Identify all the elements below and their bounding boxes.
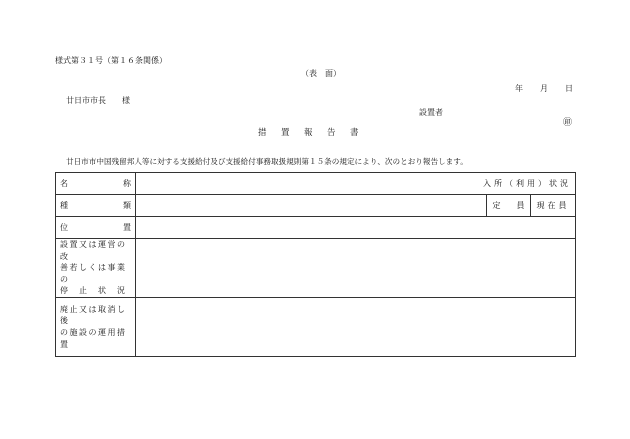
report-table — [55, 172, 576, 357]
form-number: 様式第３１号（第１６条関係） — [55, 56, 167, 65]
capacity-label: 定 員 — [486, 195, 530, 217]
row-type — [56, 195, 576, 217]
change-value — [136, 239, 576, 298]
establisher-label: 設置者 — [419, 108, 443, 117]
date-day: 日 — [565, 84, 573, 93]
abolish-label: 廃止又は取消し後 の施設の運用措置 — [56, 298, 136, 357]
current-label: 現在員 — [530, 195, 575, 217]
name-label: 名 称 — [56, 173, 136, 195]
row-abolish — [56, 298, 576, 357]
date-month: 月 — [540, 84, 548, 93]
row-name — [56, 173, 576, 195]
addressee: 廿日市市長 様 — [66, 96, 130, 105]
date-year: 年 — [515, 84, 523, 93]
type-value — [136, 195, 487, 217]
location-label: 位 置 — [56, 217, 136, 239]
document-title: 措 置 報 告 書 — [258, 128, 362, 138]
change-label: 設置又は運営の改 善若しくは事業の 停 止 状 況 — [56, 239, 136, 298]
row-change — [56, 239, 576, 298]
seal-mark: ㊞ — [563, 118, 573, 128]
row-location — [56, 217, 576, 239]
status-header: 入所（利用）状況 — [136, 173, 576, 195]
type-label: 種 類 — [56, 195, 136, 217]
location-value — [136, 217, 576, 239]
abolish-value — [136, 298, 576, 357]
side-label: （表 面） — [301, 69, 341, 78]
intro-text: 廿日市市中国残留邦人等に対する支援給付及び支援給付事務取扱規則第１５条の規定により、次のとおり報告します。 — [66, 157, 468, 166]
